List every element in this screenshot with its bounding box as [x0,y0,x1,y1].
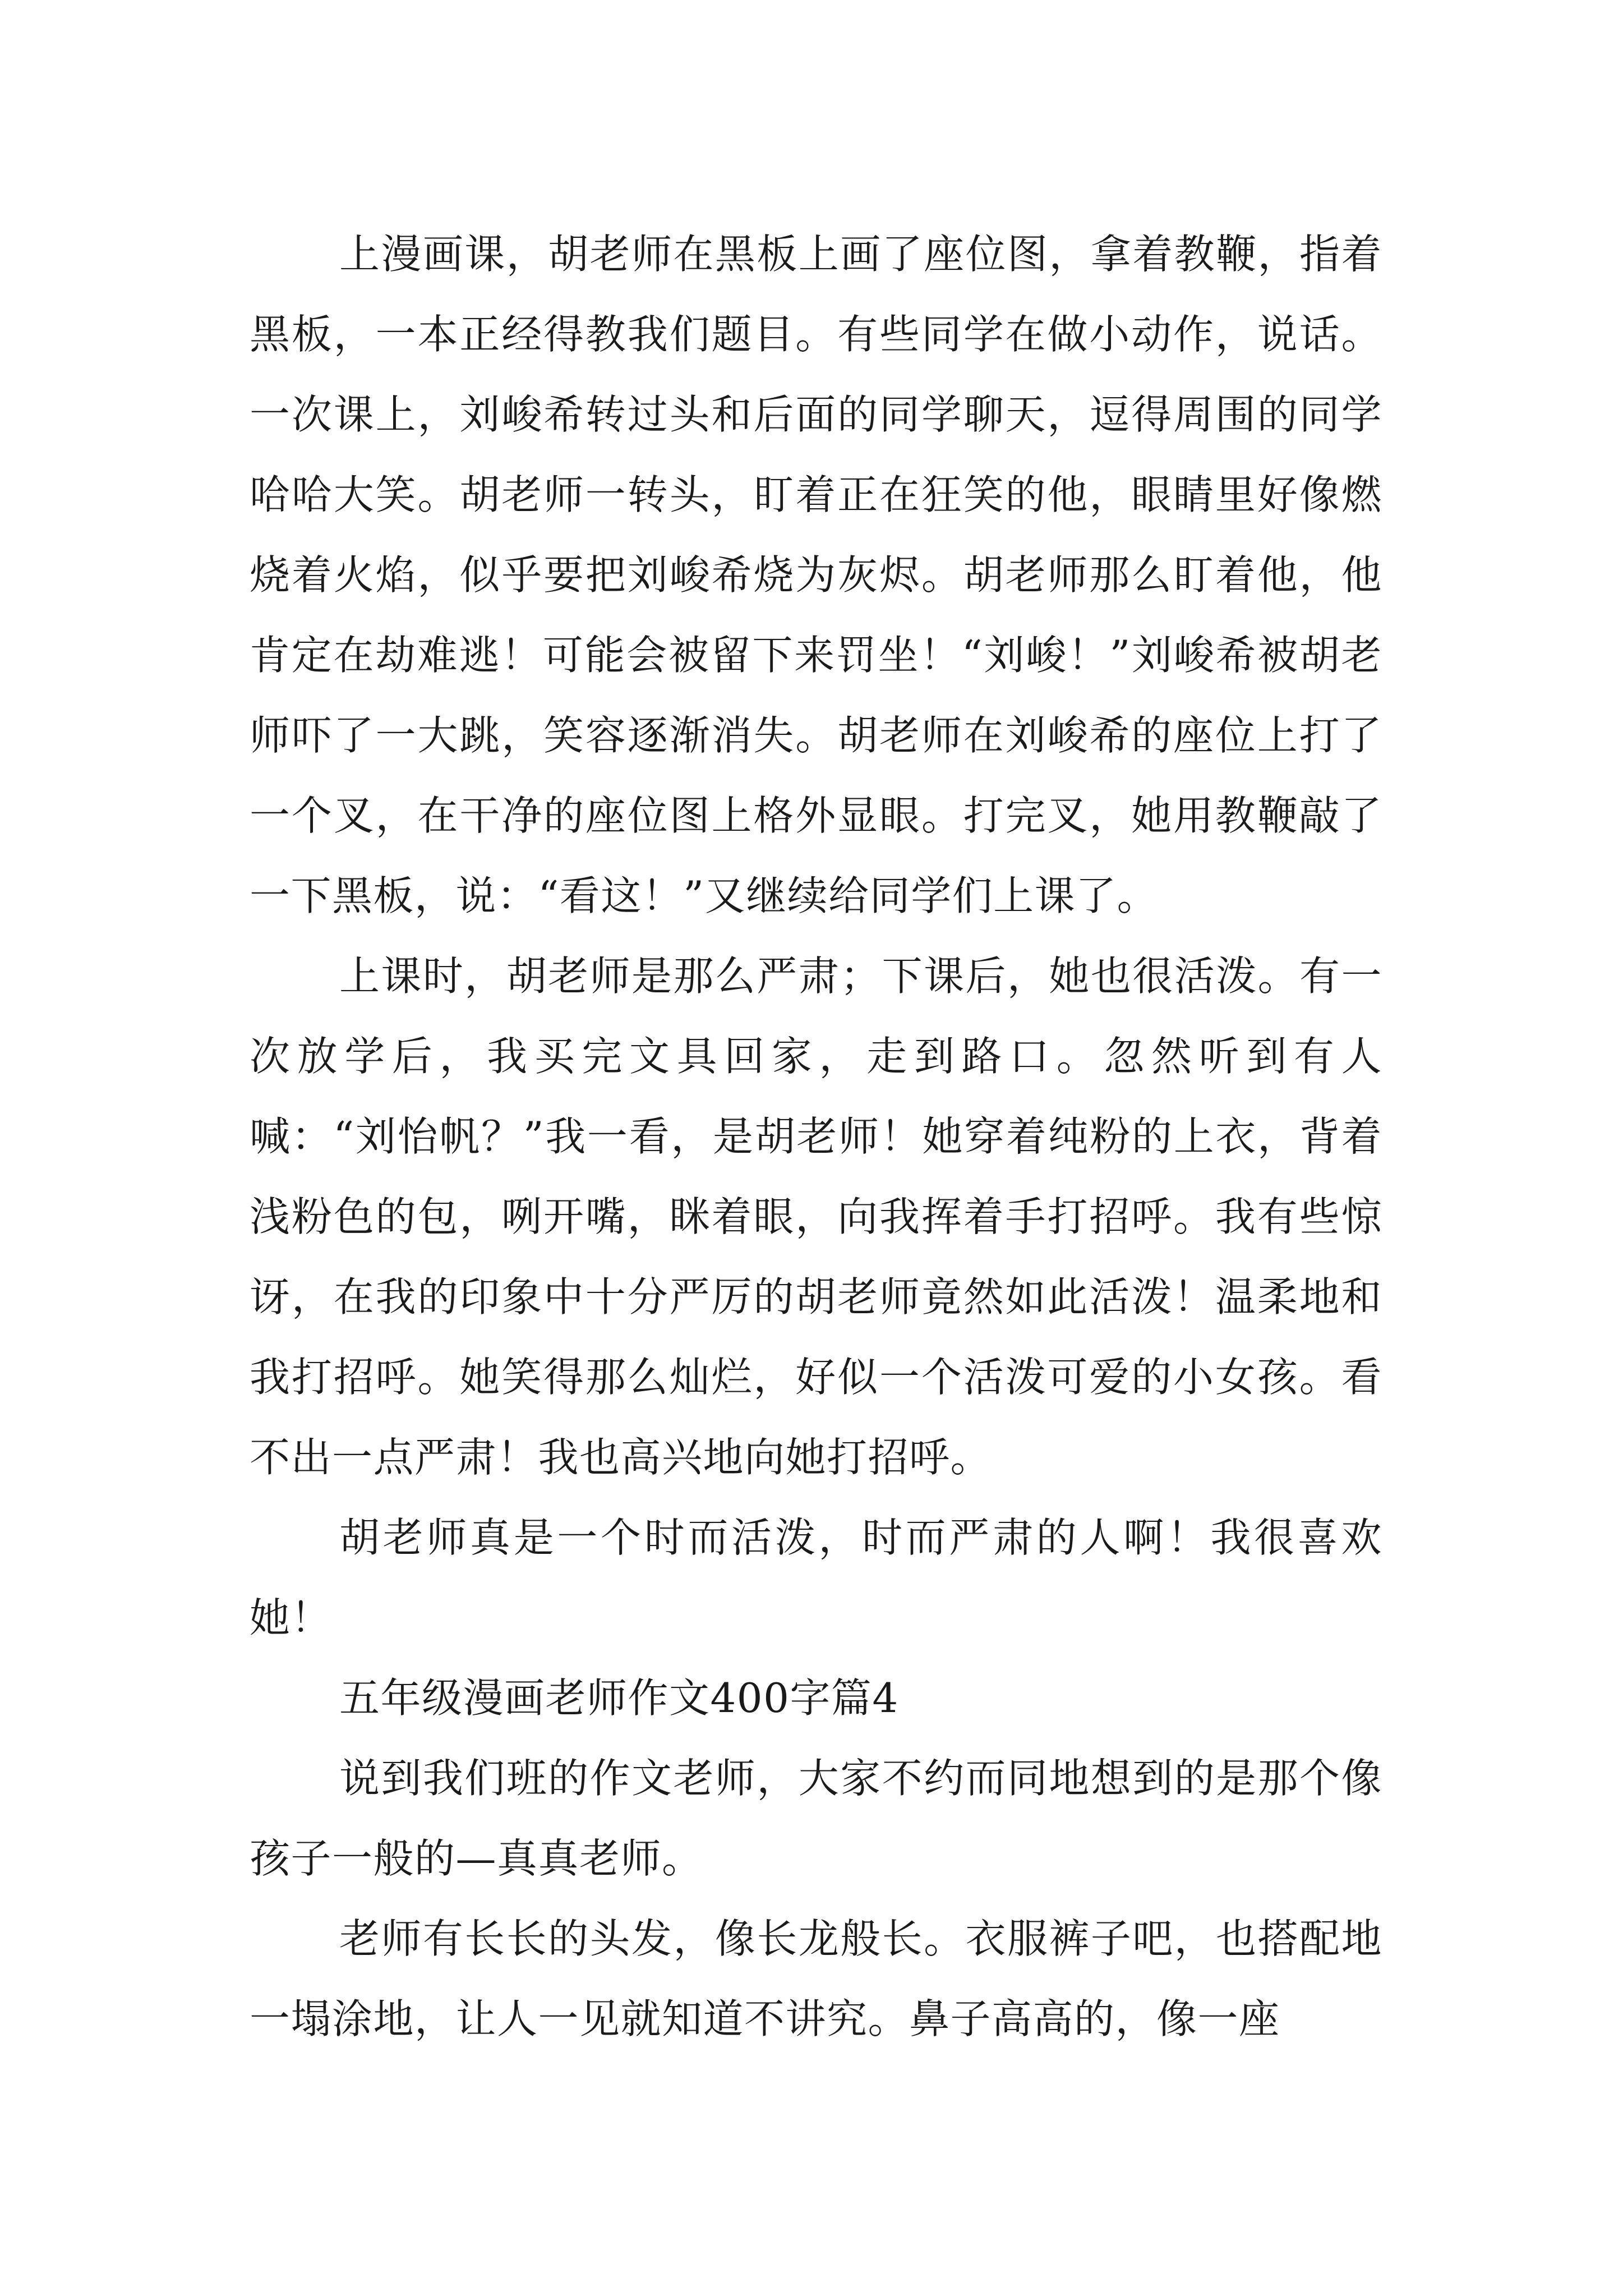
paragraph-teacher-description: 老师有长长的头发，像长龙般长。衣服裤子吧，也搭配地一塌涂地，让人一见就知道不讲究。鼻子高高的，像一座 [250,1915,1382,2042]
paragraph-classroom-scene: 上漫画课，胡老师在黑板上画了座位图，拿着教鞭，指着黑板，一本正经得教我们题目。有些同学在做小动作，说话。一次课上，刘峻希转过头和后面的同学聊天，逗得周围的同学哈哈大笑。胡老师一转头，盯着正在狂笑的他，眼睛里好像燃烧着火焰，似乎要把刘峻希烧为灰烬。胡老师那么盯着他，他肯定在劫难逃！可能会被留下来罚坐！“刘峻！”刘峻希被胡老师吓了一大跳，笑容逐渐消失。胡老师在刘峻希的座位上打了一个叉，在干净的座位图上格外显眼。打完叉，她用教鞭敲了一下黑板，说：“看这！”又继续给同学们上课了。 [250,231,1382,919]
paragraph-intro-teacher: 说到我们班的作文老师，大家不约而同地想到的是那个像孩子一般的—真真老师。 [250,1755,1382,1882]
document-body [250,214,1382,2059]
paragraph-after-class: 上课时，胡老师是那么严肃；下课后，她也很活泼。有一次放学后，我买完文具回家，走到路口。忽然听到有人喊：“刘怡帆？”我一看，是胡老师！她穿着纯粉的上衣，背着浅粉色的包，咧开嘴，眯着眼，向我挥着手打招呼。我有些惊讶，在我的印象中十分严厉的胡老师竟然如此活泼！温柔地和我打招呼。她笑得那么灿烂，好似一个活泼可爱的小女孩。看不出一点严肃！我也高兴地向她打招呼。 [250,953,1382,1481]
section-heading: 五年级漫画老师作文400字篇4 [339,1674,899,1722]
paragraph-conclusion: 胡老师真是一个时而活泼，时而严肃的人啊！我很喜欢她！ [250,1514,1382,1641]
